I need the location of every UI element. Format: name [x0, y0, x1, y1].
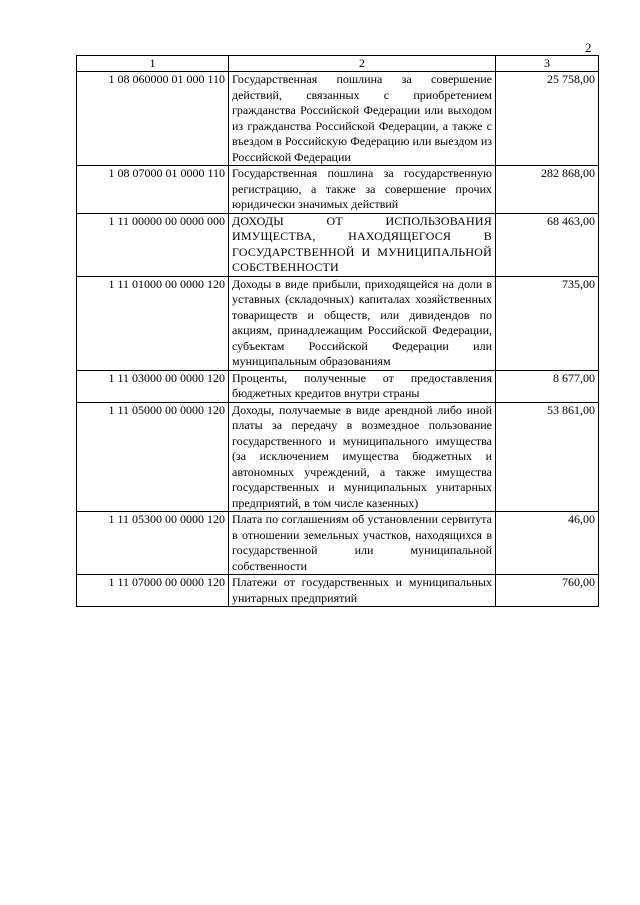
revenue-code: 1 08 060000 01 000 110 [77, 72, 229, 166]
revenue-name: Платежи от государственных и муниципальных унитарных предприятий [229, 575, 496, 607]
revenue-name: Государственная пошлина за государственную регистрацию, а также за совершение прочих юридически значимых действий [229, 166, 496, 214]
revenue-name: Государственная пошлина за совершение действий, связанных с приобретением гражданства Российской Федерации или выходом из гражданства Российской Федерации, а также с въездом в Российскую Федерацию или выездом из Российской Федерации [229, 72, 496, 166]
revenue-name: ДОХОДЫ ОТ ИСПОЛЬЗОВАНИЯ ИМУЩЕСТВА, НАХОДЯЩЕГОСЯ В ГОСУДАРСТВЕННОЙ И МУНИЦИПАЛЬНОЙ СОБСТВЕННОСТИ [229, 213, 496, 276]
table-row [77, 276, 599, 370]
column-header-2: 2 [229, 56, 496, 72]
table-header-row [77, 56, 599, 72]
revenue-table [76, 55, 599, 607]
revenue-code: 1 11 07000 00 0000 120 [77, 575, 229, 607]
revenue-amount: 760,00 [496, 575, 599, 607]
revenue-name: Плата по соглашениям об установлении сервитута в отношении земельных участков, находящихся в государственной или муниципальной собственности [229, 512, 496, 575]
table-row [77, 166, 599, 214]
revenue-name: Проценты, полученные от предоставления бюджетных кредитов внутри страны [229, 370, 496, 402]
revenue-code: 1 08 07000 01 0000 110 [77, 166, 229, 214]
table-row [77, 213, 599, 276]
revenue-amount: 8 677,00 [496, 370, 599, 402]
revenue-code: 1 11 01000 00 0000 120 [77, 276, 229, 370]
revenue-code: 1 11 00000 00 0000 000 [77, 213, 229, 276]
column-header-3: 3 [496, 56, 599, 72]
revenue-name: Доходы, получаемые в виде арендной либо иной платы за передачу в возмездное пользование государственного и муниципального имущества (за исключением имущества бюджетных и автономных учреждений, а также имущества государственных и муниципальных унитарных предприятий, в том числе казенных) [229, 402, 496, 512]
revenue-amount: 46,00 [496, 512, 599, 575]
revenue-amount: 53 861,00 [496, 402, 599, 512]
revenue-amount: 68 463,00 [496, 213, 599, 276]
revenue-code: 1 11 05300 00 0000 120 [77, 512, 229, 575]
table-row [77, 512, 599, 575]
table-row [77, 72, 599, 166]
page-number: 2 [585, 40, 592, 55]
revenue-code: 1 11 05000 00 0000 120 [77, 402, 229, 512]
table-row [77, 402, 599, 512]
revenue-amount: 735,00 [496, 276, 599, 370]
revenue-amount: 282 868,00 [496, 166, 599, 214]
column-header-1: 1 [77, 56, 229, 72]
revenue-name: Доходы в виде прибыли, приходящейся на доли в уставных (складочных) капиталах хозяйственных товариществ и обществ, или дивидендов по акциям, принадлежащим Российской Федерации, субъектам Российской Федерации или муниципальным образованиям [229, 276, 496, 370]
table-row [77, 370, 599, 402]
revenue-code: 1 11 03000 00 0000 120 [77, 370, 229, 402]
revenue-amount: 25 758,00 [496, 72, 599, 166]
table-row [77, 575, 599, 607]
